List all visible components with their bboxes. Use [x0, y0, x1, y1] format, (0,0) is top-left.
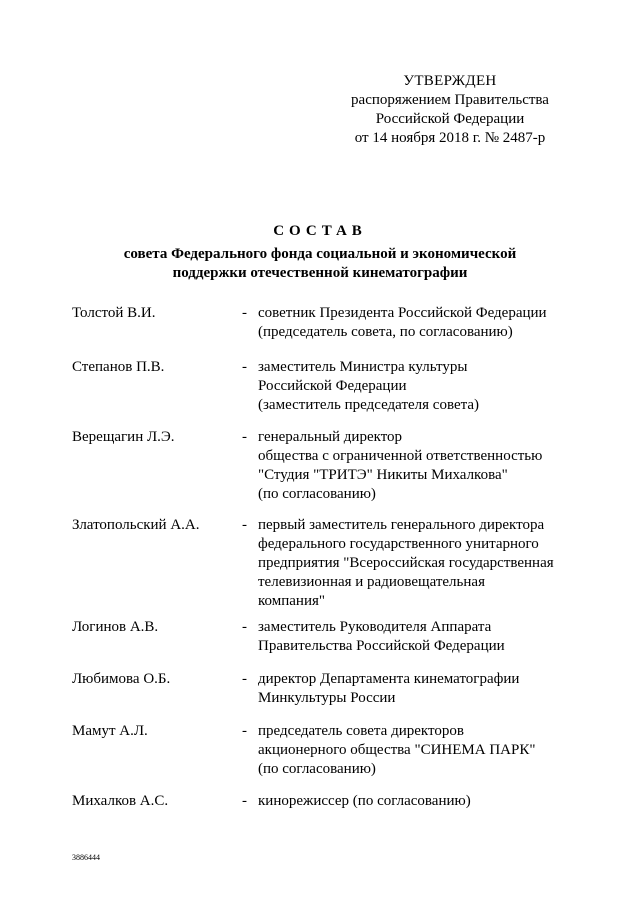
member-position-line: председатель совета директоров [258, 723, 464, 739]
member-position-line: генеральный директор [258, 429, 403, 445]
member-dash: - [242, 723, 247, 739]
document-code: 3886444 [72, 853, 100, 862]
member-name: Степанов П.В. [72, 359, 165, 375]
member-position-line: "Студия "ТРИТЭ" Никиты Михалкова" [258, 467, 508, 483]
member-position [258, 516, 578, 611]
member-position-line: компания" [258, 593, 325, 609]
member-position-line: (заместитель председателя совета) [258, 397, 480, 413]
subtitle-line-2: поддержки отечественной кинематографии [172, 265, 468, 281]
member-position-line: предприятия "Всероссийская государственная [258, 555, 554, 571]
member-dash: - [242, 671, 247, 687]
member-position [258, 618, 578, 656]
member-position-line: советник Президента Российской Федерации [258, 305, 547, 321]
member-name: Мамут А.Л. [72, 723, 148, 739]
member-name: Михалков А.С. [72, 793, 169, 809]
member-position-line: первый заместитель генерального директора [258, 517, 545, 533]
document-subtitle [0, 245, 640, 283]
member-position-line: общества с ограниченной ответственностью [258, 448, 543, 464]
member-position-line: (по согласованию) [258, 761, 376, 777]
subtitle-line-1: совета Федерального фонда социальной и экономической [123, 246, 517, 262]
member-position [258, 358, 578, 415]
approval-heading: УТВЕРЖДЕН [403, 73, 497, 89]
member-name: Златопольский А.А. [72, 517, 200, 533]
member-position-line: директор Департамента кинематографии [258, 671, 520, 687]
member-position-line: телевизионная и радиовещательная [258, 574, 485, 590]
member-position-line: Правительства Российской Федерации [258, 638, 505, 654]
approval-line-1: распоряжением Правительства [351, 92, 549, 108]
member-position-line: (председатель совета, по согласованию) [258, 324, 513, 340]
member-position-line: кинорежиссер (по согласованию) [258, 793, 471, 809]
member-dash: - [242, 429, 247, 445]
member-name: Верещагин Л.Э. [72, 429, 175, 445]
member-position-line: акционерного общества "СИНЕМА ПАРК" [258, 742, 536, 758]
member-position-line: заместитель Министра культуры [258, 359, 468, 375]
member-name: Логинов А.В. [72, 619, 159, 635]
approval-line-3: от 14 ноября 2018 г. № 2487-р [354, 130, 546, 146]
member-position-line: федерального государственного унитарного [258, 536, 539, 552]
member-dash: - [242, 517, 247, 533]
member-position [258, 722, 578, 779]
approval-block [330, 72, 570, 148]
member-position-line: заместитель Руководителя Аппарата [258, 619, 492, 635]
member-dash: - [242, 619, 247, 635]
member-dash: - [242, 793, 247, 809]
member-position [258, 792, 578, 811]
member-dash: - [242, 359, 247, 375]
document-title: СОСТАВ [273, 223, 367, 239]
member-name: Толстой В.И. [72, 305, 156, 321]
member-position [258, 670, 578, 708]
member-position-line: Минкультуры России [258, 690, 396, 706]
member-dash: - [242, 305, 247, 321]
member-position [258, 304, 578, 342]
approval-line-2: Российской Федерации [375, 111, 525, 127]
member-position-line: Российской Федерации [258, 378, 407, 394]
member-position [258, 428, 578, 504]
member-position-line: (по согласованию) [258, 486, 376, 502]
member-name: Любимова О.Б. [72, 671, 171, 687]
